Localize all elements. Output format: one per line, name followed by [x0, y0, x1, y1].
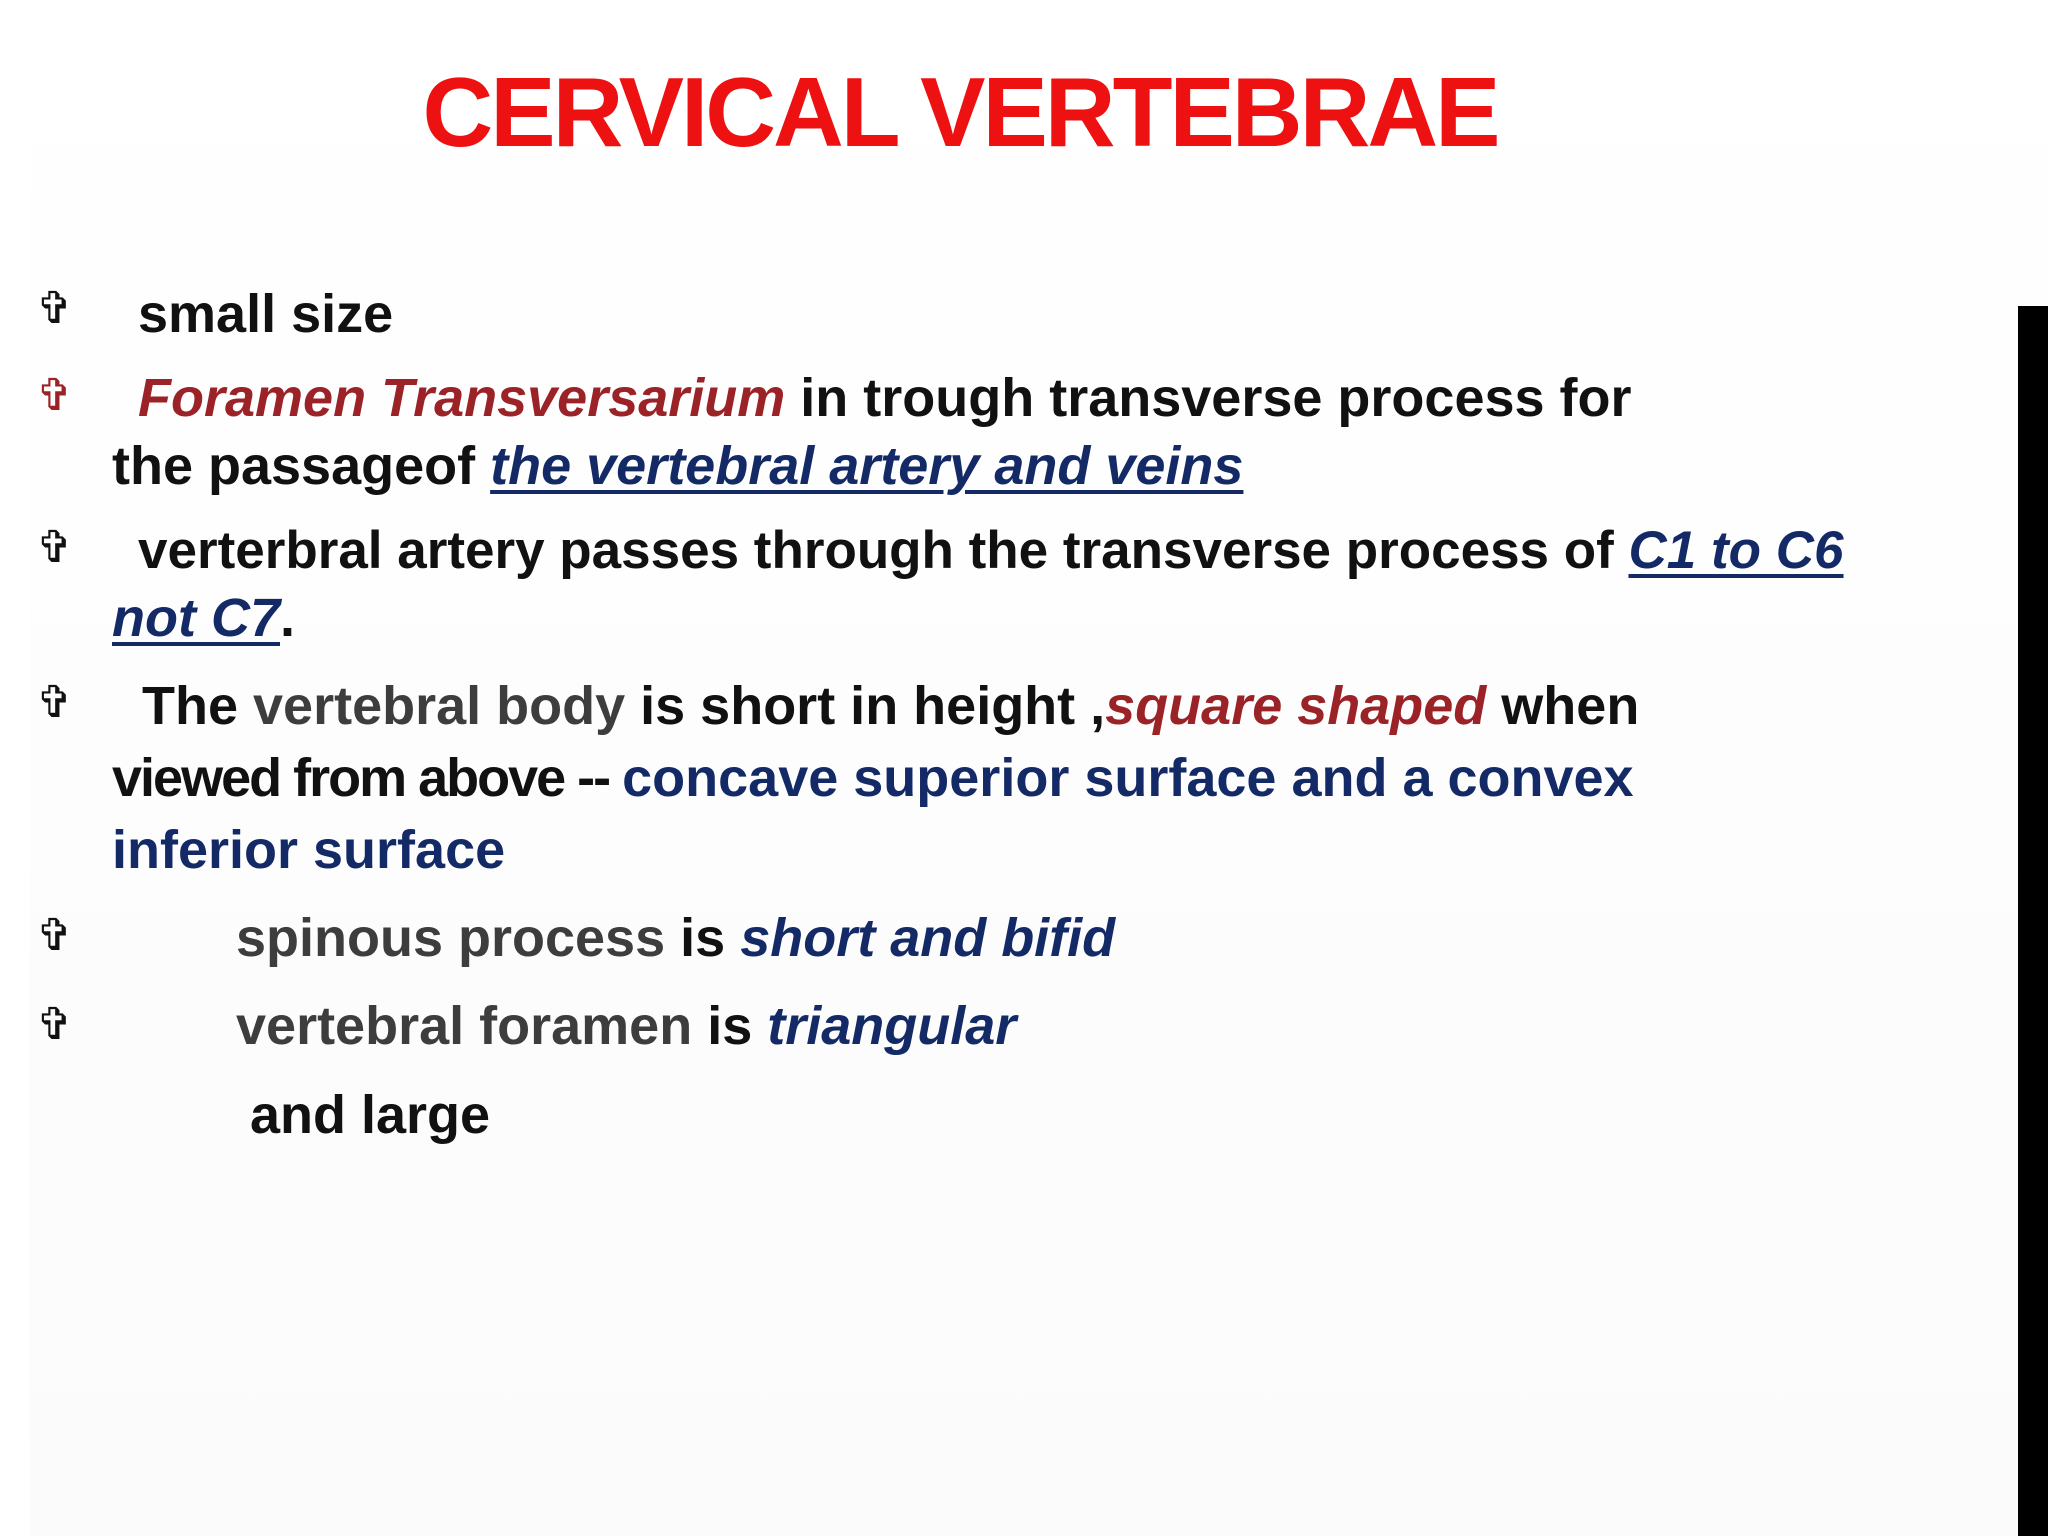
vertebral-body-term: vertebral body: [253, 676, 626, 736]
c1-to-c6-link[interactable]: C1 to C6: [1628, 521, 1844, 580]
not-c7-link[interactable]: not C7: [112, 588, 280, 648]
bullet-4-line-2: [112, 746, 1634, 810]
latin-cross-icon: ✞: [36, 283, 73, 334]
spinous-process-term: spinous process: [236, 908, 666, 968]
bullet-4-line-3: inferior surface: [112, 820, 506, 880]
bullet-4-line-1: [142, 674, 1639, 738]
bullet-6-continuation: and large: [250, 1085, 491, 1145]
bullet-4-suffix: when: [1486, 676, 1640, 736]
bullet-2-rest: in trough transverse process for: [785, 368, 1632, 428]
latin-cross-icon: ✞: [36, 910, 73, 961]
bullet-3-text: verterbral artery passes through the transverse process of: [138, 521, 1629, 580]
square-shaped-term: square shaped: [1105, 676, 1487, 736]
bullet-4-middle: is short in height ,: [625, 676, 1106, 736]
bullet-5-middle: is: [665, 908, 741, 968]
vertebral-foramen-term: vertebral foramen: [236, 996, 693, 1056]
latin-cross-icon: ✞: [36, 370, 73, 421]
bullet-2-line-2: [112, 434, 1243, 498]
bullet-6-middle: is: [692, 996, 768, 1056]
bullet-3-line-2: [112, 586, 295, 650]
bullet-2-line-1: [138, 366, 1632, 430]
bullet-3-line-1: [138, 519, 1843, 583]
latin-cross-icon: ✞: [36, 677, 73, 728]
right-edge-bar: [2018, 306, 2048, 1536]
foramen-transversarium-term: Foramen Transversarium: [138, 368, 786, 428]
short-and-bifid-value: short and bifid: [740, 908, 1116, 968]
slide-left-margin: [0, 0, 30, 1536]
vertebral-artery-veins-link[interactable]: the vertebral artery and veins: [490, 436, 1244, 496]
bullet-4-prefix: The: [142, 676, 254, 736]
bullet-1-text: small size: [138, 284, 394, 344]
bullet-6-text: [236, 994, 1016, 1058]
bullet-2-line-2-prefix: the passageof: [112, 436, 491, 496]
bullet-4-line-2-rest: concave superior surface and a convex: [622, 748, 1634, 808]
triangular-value: triangular: [767, 996, 1017, 1056]
bullet-5-text: [236, 906, 1115, 970]
bullet-3-end: .: [280, 588, 296, 648]
latin-cross-icon: ✞: [36, 999, 73, 1050]
slide-title: CERVICAL VERTEBRAE: [422, 57, 1498, 167]
latin-cross-icon: ✞: [36, 522, 73, 573]
bullet-4-line-2-prefix: viewed from above --: [112, 748, 623, 808]
